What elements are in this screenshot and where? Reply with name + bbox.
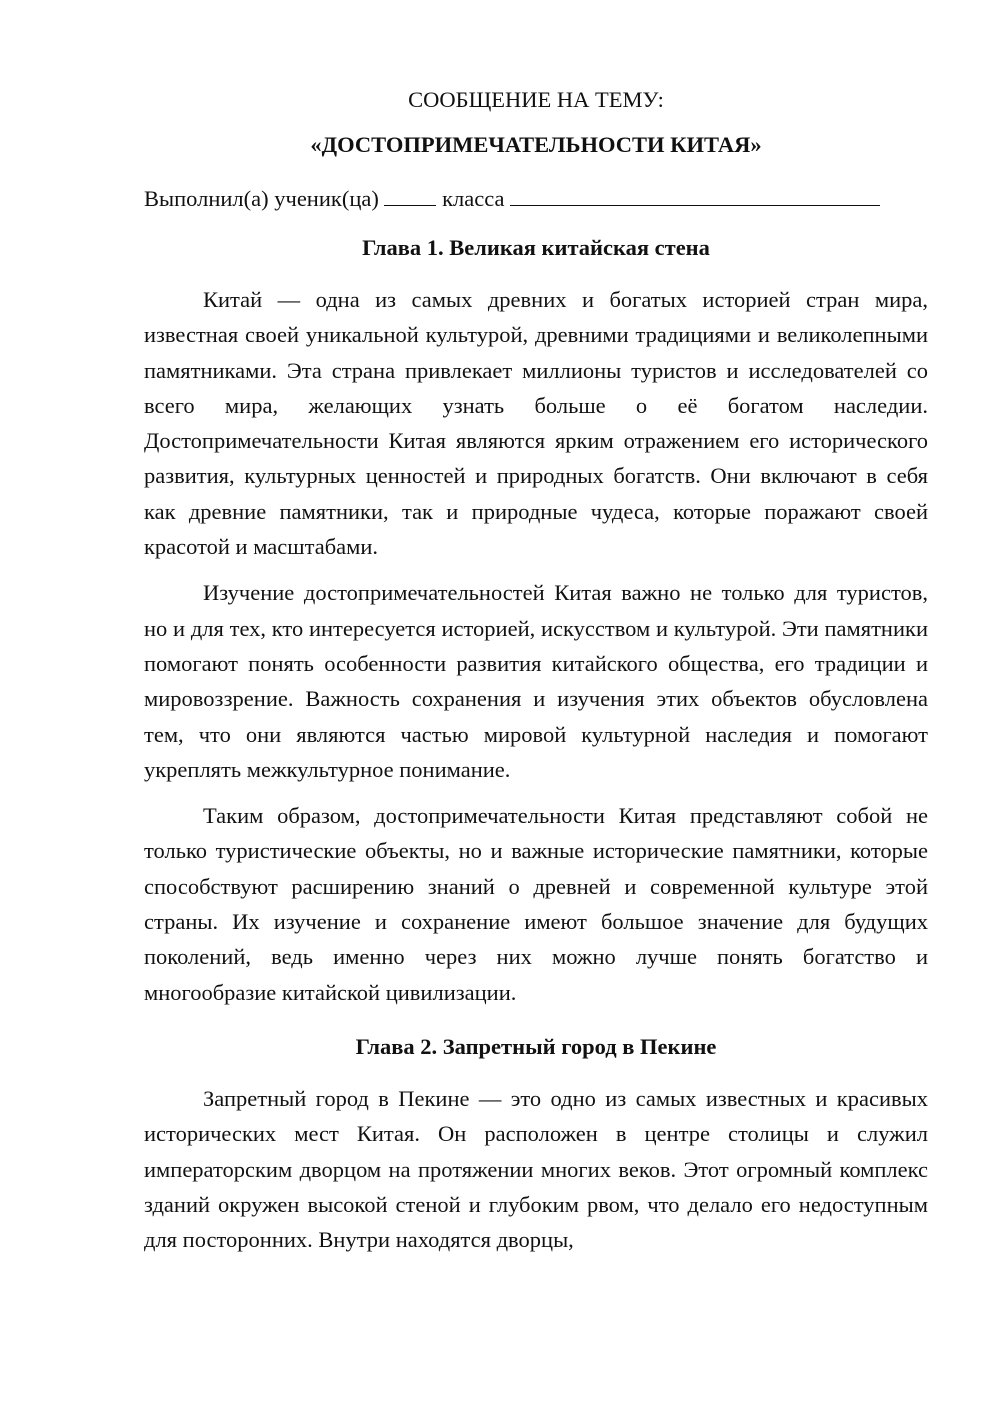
author-class-word: класса (442, 186, 505, 211)
document-title-line1: СООБЩЕНИЕ НА ТЕМУ: (408, 87, 664, 112)
student-name-blank[interactable] (510, 185, 880, 206)
document-title-line2: «ДОСТОПРИМЕЧАТЕЛЬНОСТИ КИТАЯ» (310, 132, 762, 157)
author-line (144, 185, 928, 211)
author-prefix: Выполнил(а) ученик(ца) (144, 186, 379, 211)
chapter-2-heading: Глава 2. Запретный город в Пекине (355, 1033, 717, 1059)
chapter-1-heading: Глава 1. Великая китайская стена (362, 235, 710, 260)
chapter-1-paragraph-3: Таким образом, достопримечательности Китая представляют собой не только туристические объекты, но и важные исторические памятники, которые способствуют расширению знаний о древней и современной культуре этой страны. Их изучение и сохранение имеют большое значение для будущих поколений, ведь именно через них можно лучше понять богатство и многообразие китайской цивилизации. (144, 803, 928, 1005)
chapter-1-paragraph-1: Китай — одна из самых древних и богатых историей стран мира, известная своей уникальной культурой, древними традициями и великолепными памятниками. Эта страна привлекает миллионы туристов и исследователей со всего мира, желающих узнать больше о её богатом наследии. Достопримечательности Китая являются ярким отражением его исторического развития, культурных ценностей и природных богатств. Они включают в себя как древние памятники, так и природные чудеса, которые поражают своей красотой и масштабами. (144, 287, 928, 560)
class-number-blank[interactable] (384, 185, 436, 206)
chapter-1-paragraph-2: Изучение достопримечательностей Китая важно не только для туристов, но и для тех, кто интересуется историей, искусством и культурой. Эти памятники помогают понять особенности развития китайского общества, его традиции и мировоззрение. Важность сохранения и изучения этих объектов обусловлена тем, что они являются частью мировой культурной наследия и помогают укреплять межкультурное понимание. (144, 580, 928, 782)
chapter-2-paragraph-1: Запретный город в Пекине — это одно из самых известных и красивых исторических мест Китая. Он расположен в центре столицы и служил императорским дворцом на протяжении многих веков. Этот огромный комплекс зданий окружен высокой стеной и глубоким рвом, что делало его недоступным для посторонних. Внутри находятся дворцы, (144, 1085, 928, 1253)
document-page (144, 88, 928, 1257)
